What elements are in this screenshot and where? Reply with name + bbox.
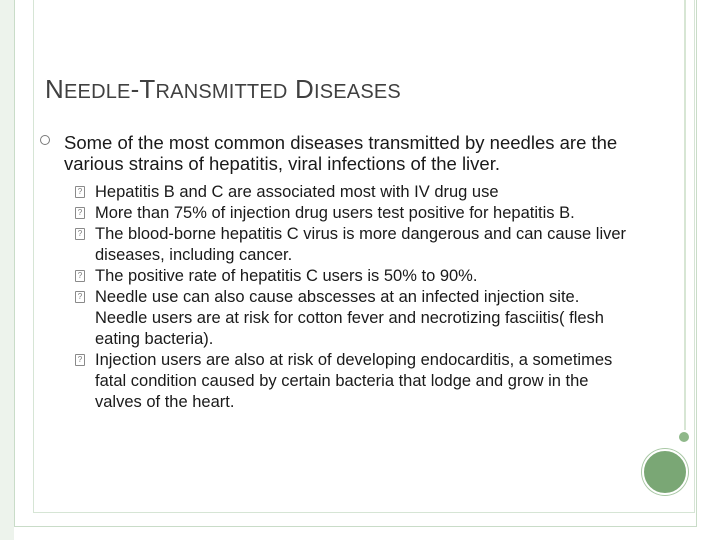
title-part-2: -TRANSMITTED <box>130 74 288 104</box>
title-part-1: NEEDLE <box>45 74 131 104</box>
small-accent-circle <box>679 432 689 442</box>
left-rail-decoration <box>0 0 14 540</box>
slide-title <box>45 74 401 105</box>
title-part-3: DISEASES <box>287 74 401 104</box>
sub-bullet-item <box>40 224 630 266</box>
missing-glyph-box-icon: ? <box>75 291 85 303</box>
sub-bullet-item <box>40 203 630 224</box>
sub-bullet-list <box>40 182 630 413</box>
missing-glyph-box-icon: ? <box>75 354 85 366</box>
sub-bullet-item <box>40 266 630 287</box>
missing-glyph-box-icon: ? <box>75 186 85 198</box>
hollow-circle-icon <box>40 135 50 145</box>
main-point-text: Some of the most common diseases transmitted by needles are the various strains of hepatitis, viral infections of the liver. <box>64 132 618 174</box>
sub-bullet-item <box>40 182 630 203</box>
main-bullet-point <box>40 132 630 174</box>
sub-bullet-text: The positive rate of hepatitis C users is 50% to 90%. <box>95 267 478 285</box>
sub-bullet-item <box>40 287 630 350</box>
slide-content <box>40 132 630 413</box>
missing-glyph-box-icon: ? <box>75 270 85 282</box>
large-accent-circle <box>642 449 688 495</box>
right-accent-line <box>684 0 686 430</box>
sub-bullet-text: The blood-borne hepatitis C virus is more dangerous and can cause liver diseases, including cancer. <box>95 225 627 264</box>
missing-glyph-box-icon: ? <box>75 207 85 219</box>
sub-bullet-text: Injection users are also at risk of developing endocarditis, a sometimes fatal condition caused by certain bacteria that lodge and grow in the valves of the heart. <box>95 351 613 411</box>
sub-bullet-item <box>40 350 630 413</box>
sub-bullet-text: Needle use can also cause abscesses at an infected injection site. Needle users are at risk for cotton fever and necrotizing fasciitis( flesh eating bacteria). <box>95 288 604 348</box>
sub-bullet-text: Hepatitis B and C are associated most with IV drug use <box>95 183 499 201</box>
sub-bullet-text: More than 75% of injection drug users test positive for hepatitis B. <box>95 204 575 222</box>
missing-glyph-box-icon: ? <box>75 228 85 240</box>
